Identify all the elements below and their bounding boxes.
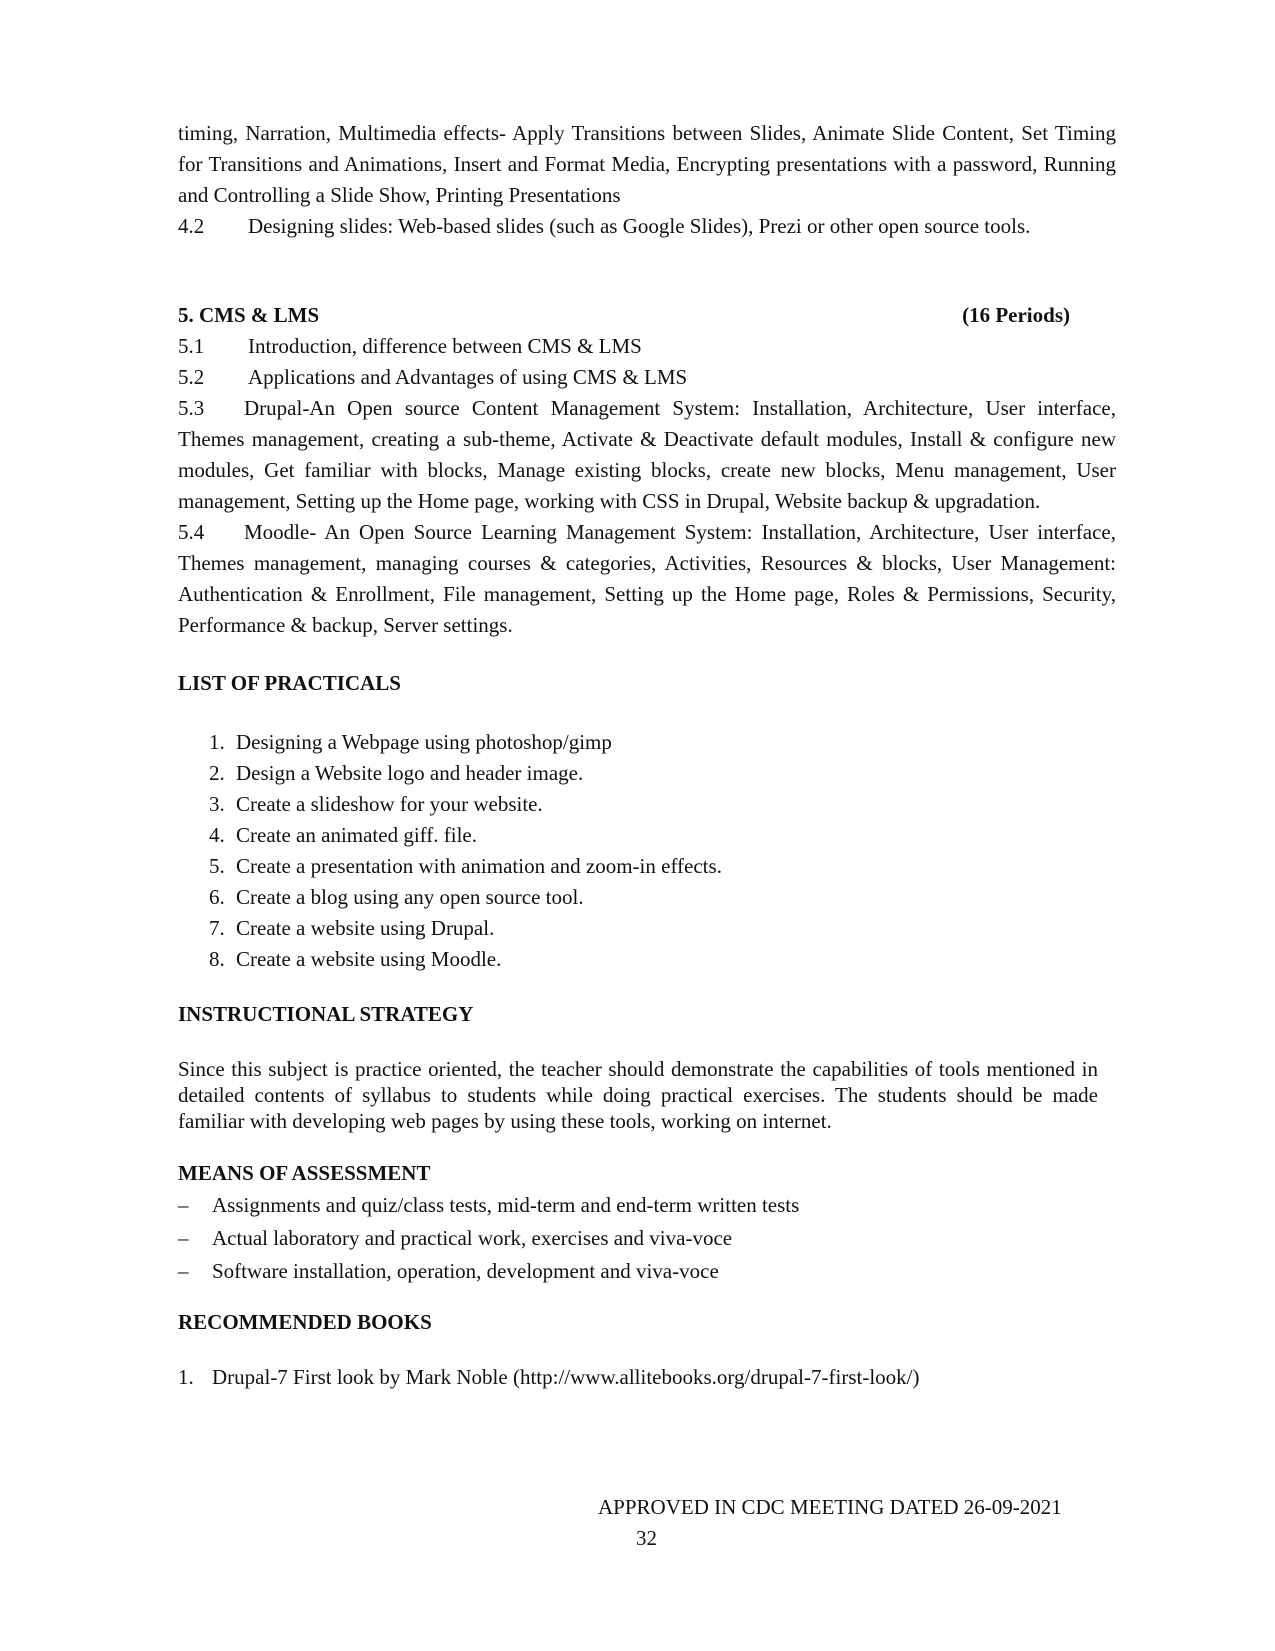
section-periods: (16 Periods) bbox=[962, 303, 1070, 327]
book-item bbox=[178, 1362, 1116, 1393]
books-heading: RECOMMENDED BOOKS bbox=[178, 1310, 432, 1334]
item-number: 5.4 bbox=[178, 520, 205, 544]
section-title: 5. CMS & LMS bbox=[178, 303, 320, 327]
approval-note: APPROVED IN CDC MEETING DATED 26-09-2021 bbox=[598, 1495, 1062, 1519]
item-text: Designing slides: Web-based slides (such as Google Slides), Prezi or other open source tools. bbox=[248, 214, 1031, 238]
list-item-text: Software installation, operation, development and viva-voce bbox=[212, 1259, 719, 1283]
list-item: 2. Design a Website logo and header image. bbox=[230, 758, 1116, 789]
bullet-dash: – bbox=[178, 1259, 189, 1283]
list-item bbox=[178, 1255, 1116, 1288]
intro-continuation: timing, Narration, Multimedia effects- Apply Transitions between Slides, Animate Slide Content, Set Timing for Transitions and Animations, Insert and Format Media, Encrypting presentations with a password, Running and Controlling a Slide Show, Printing Presentations bbox=[178, 121, 1116, 207]
item-text: Introduction, difference between CMS & LMS bbox=[248, 334, 642, 358]
book-number: 1. bbox=[178, 1365, 194, 1389]
list-item: 3. Create a slideshow for your website. bbox=[230, 789, 1116, 820]
list-item: 4. Create an animated giff. file. bbox=[230, 820, 1116, 851]
section-5-heading bbox=[178, 300, 1116, 331]
list-item: 1. Designing a Webpage using photoshop/gimp bbox=[230, 727, 1116, 758]
list-item bbox=[178, 1222, 1116, 1255]
assessment-list bbox=[178, 1189, 1116, 1288]
syllabus-item-5-2 bbox=[178, 362, 1116, 393]
bullet-dash: – bbox=[178, 1226, 189, 1250]
list-item: 8. Create a website using Moodle. bbox=[230, 944, 1116, 975]
bullet-dash: – bbox=[178, 1193, 189, 1217]
list-item-text: Assignments and quiz/class tests, mid-term and end-term written tests bbox=[212, 1193, 800, 1217]
item-text: Applications and Advantages of using CMS & LMS bbox=[248, 365, 688, 389]
book-text: Drupal-7 First look by Mark Noble (http://www.allitebooks.org/drupal-7-first-look/) bbox=[212, 1365, 920, 1389]
syllabus-item-5-1 bbox=[178, 331, 1116, 362]
list-item-text: Actual laboratory and practical work, exercises and viva-voce bbox=[212, 1226, 733, 1250]
page-footer bbox=[598, 1492, 1062, 1554]
practicals-heading: LIST OF PRACTICALS bbox=[178, 671, 401, 695]
item-number: 4.2 bbox=[178, 214, 205, 238]
syllabus-item-5-4 bbox=[178, 517, 1116, 641]
list-item: 6. Create a blog using any open source tool. bbox=[230, 882, 1116, 913]
strategy-paragraph: Since this subject is practice oriented, the teacher should demonstrate the capabilities of tools mentioned in detailed contents of syllabus to students while doing practical exercises. The students should be made familiar with developing web pages by using these tools, working on internet. bbox=[178, 1057, 1098, 1133]
item-number: 5.1 bbox=[178, 334, 205, 358]
practicals-list bbox=[178, 727, 1116, 975]
item-number: 5.2 bbox=[178, 365, 205, 389]
syllabus-item-5-3 bbox=[178, 393, 1116, 517]
page-number: 32 bbox=[636, 1526, 657, 1550]
strategy-heading: INSTRUCTIONAL STRATEGY bbox=[178, 1002, 474, 1026]
assessment-heading: MEANS OF ASSESSMENT bbox=[178, 1161, 431, 1185]
list-item: 5. Create a presentation with animation and zoom-in effects. bbox=[230, 851, 1116, 882]
document-page bbox=[178, 118, 1116, 1393]
item-text: Moodle- An Open Source Learning Management System: Installation, Architecture, User interface, Themes management, managing courses & categories, Activities, Resources & blocks, User Management: Authentication & Enrollment, File management, Setting up the Home page, Roles & Permissions, Security, Performance & backup, Server settings. bbox=[178, 520, 1116, 637]
item-number: 5.3 bbox=[178, 396, 205, 420]
list-item bbox=[178, 1189, 1116, 1222]
list-item: 7. Create a website using Drupal. bbox=[230, 913, 1116, 944]
syllabus-item-4-2 bbox=[178, 211, 1116, 242]
item-text: Drupal-An Open source Content Management System: Installation, Architecture, User interface, Themes management, creating a sub-theme, Activate & Deactivate default modules, Install & configure new modules, Get familiar with blocks, Manage existing blocks, create new blocks, Menu management, User management, Setting up the Home page, working with CSS in Drupal, Website backup & upgradation. bbox=[178, 396, 1116, 513]
